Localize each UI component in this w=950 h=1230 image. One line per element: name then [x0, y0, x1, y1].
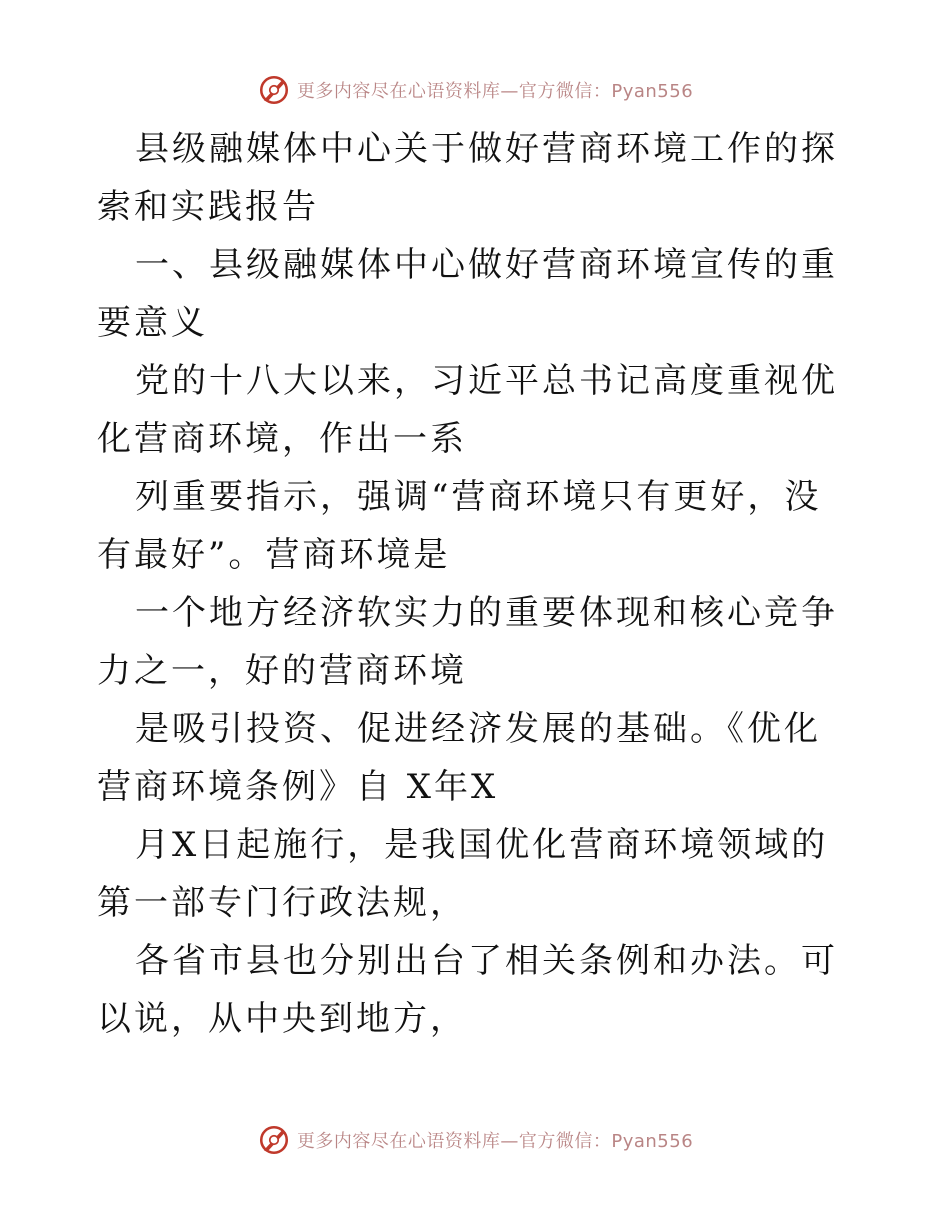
document-body [97, 120, 857, 1048]
banner-text: 更多内容尽在心语资料库—官方微信：Pyan556 [296, 81, 694, 102]
document-title: 县级融媒体中心关于做好营商环境工作的探索和实践报告 [97, 129, 838, 227]
paragraph: 一个地方经济软实力的重要体现和核心竞争力之一，好的营商环境 [97, 593, 838, 691]
paragraph: 月X日起施行，是我国优化营商环境领域的第一部专门行政法规， [97, 825, 829, 923]
quill-logo-icon [257, 73, 291, 107]
paragraph: 一、县级融媒体中心做好营商环境宣传的重要意义 [97, 245, 838, 343]
paragraph: 党的十八大以来，习近平总书记高度重视优化营商环境，作出一系 [97, 361, 838, 459]
paragraph: 各省市县也分别出台了相关条例和办法。可以说，从中央到地方， [97, 941, 838, 1039]
paragraph: 是吸引投资、促进经济发展的基础。《优化营商环境条例》自 X年X [97, 709, 821, 807]
banner-text: 更多内容尽在心语资料库—官方微信：Pyan556 [296, 1131, 694, 1152]
header-banner [0, 70, 950, 110]
paragraph: 列重要指示，强调“营商环境只有更好，没有最好”。营商环境是 [97, 477, 822, 575]
footer-banner [0, 1120, 950, 1160]
quill-logo-icon [257, 1123, 291, 1157]
